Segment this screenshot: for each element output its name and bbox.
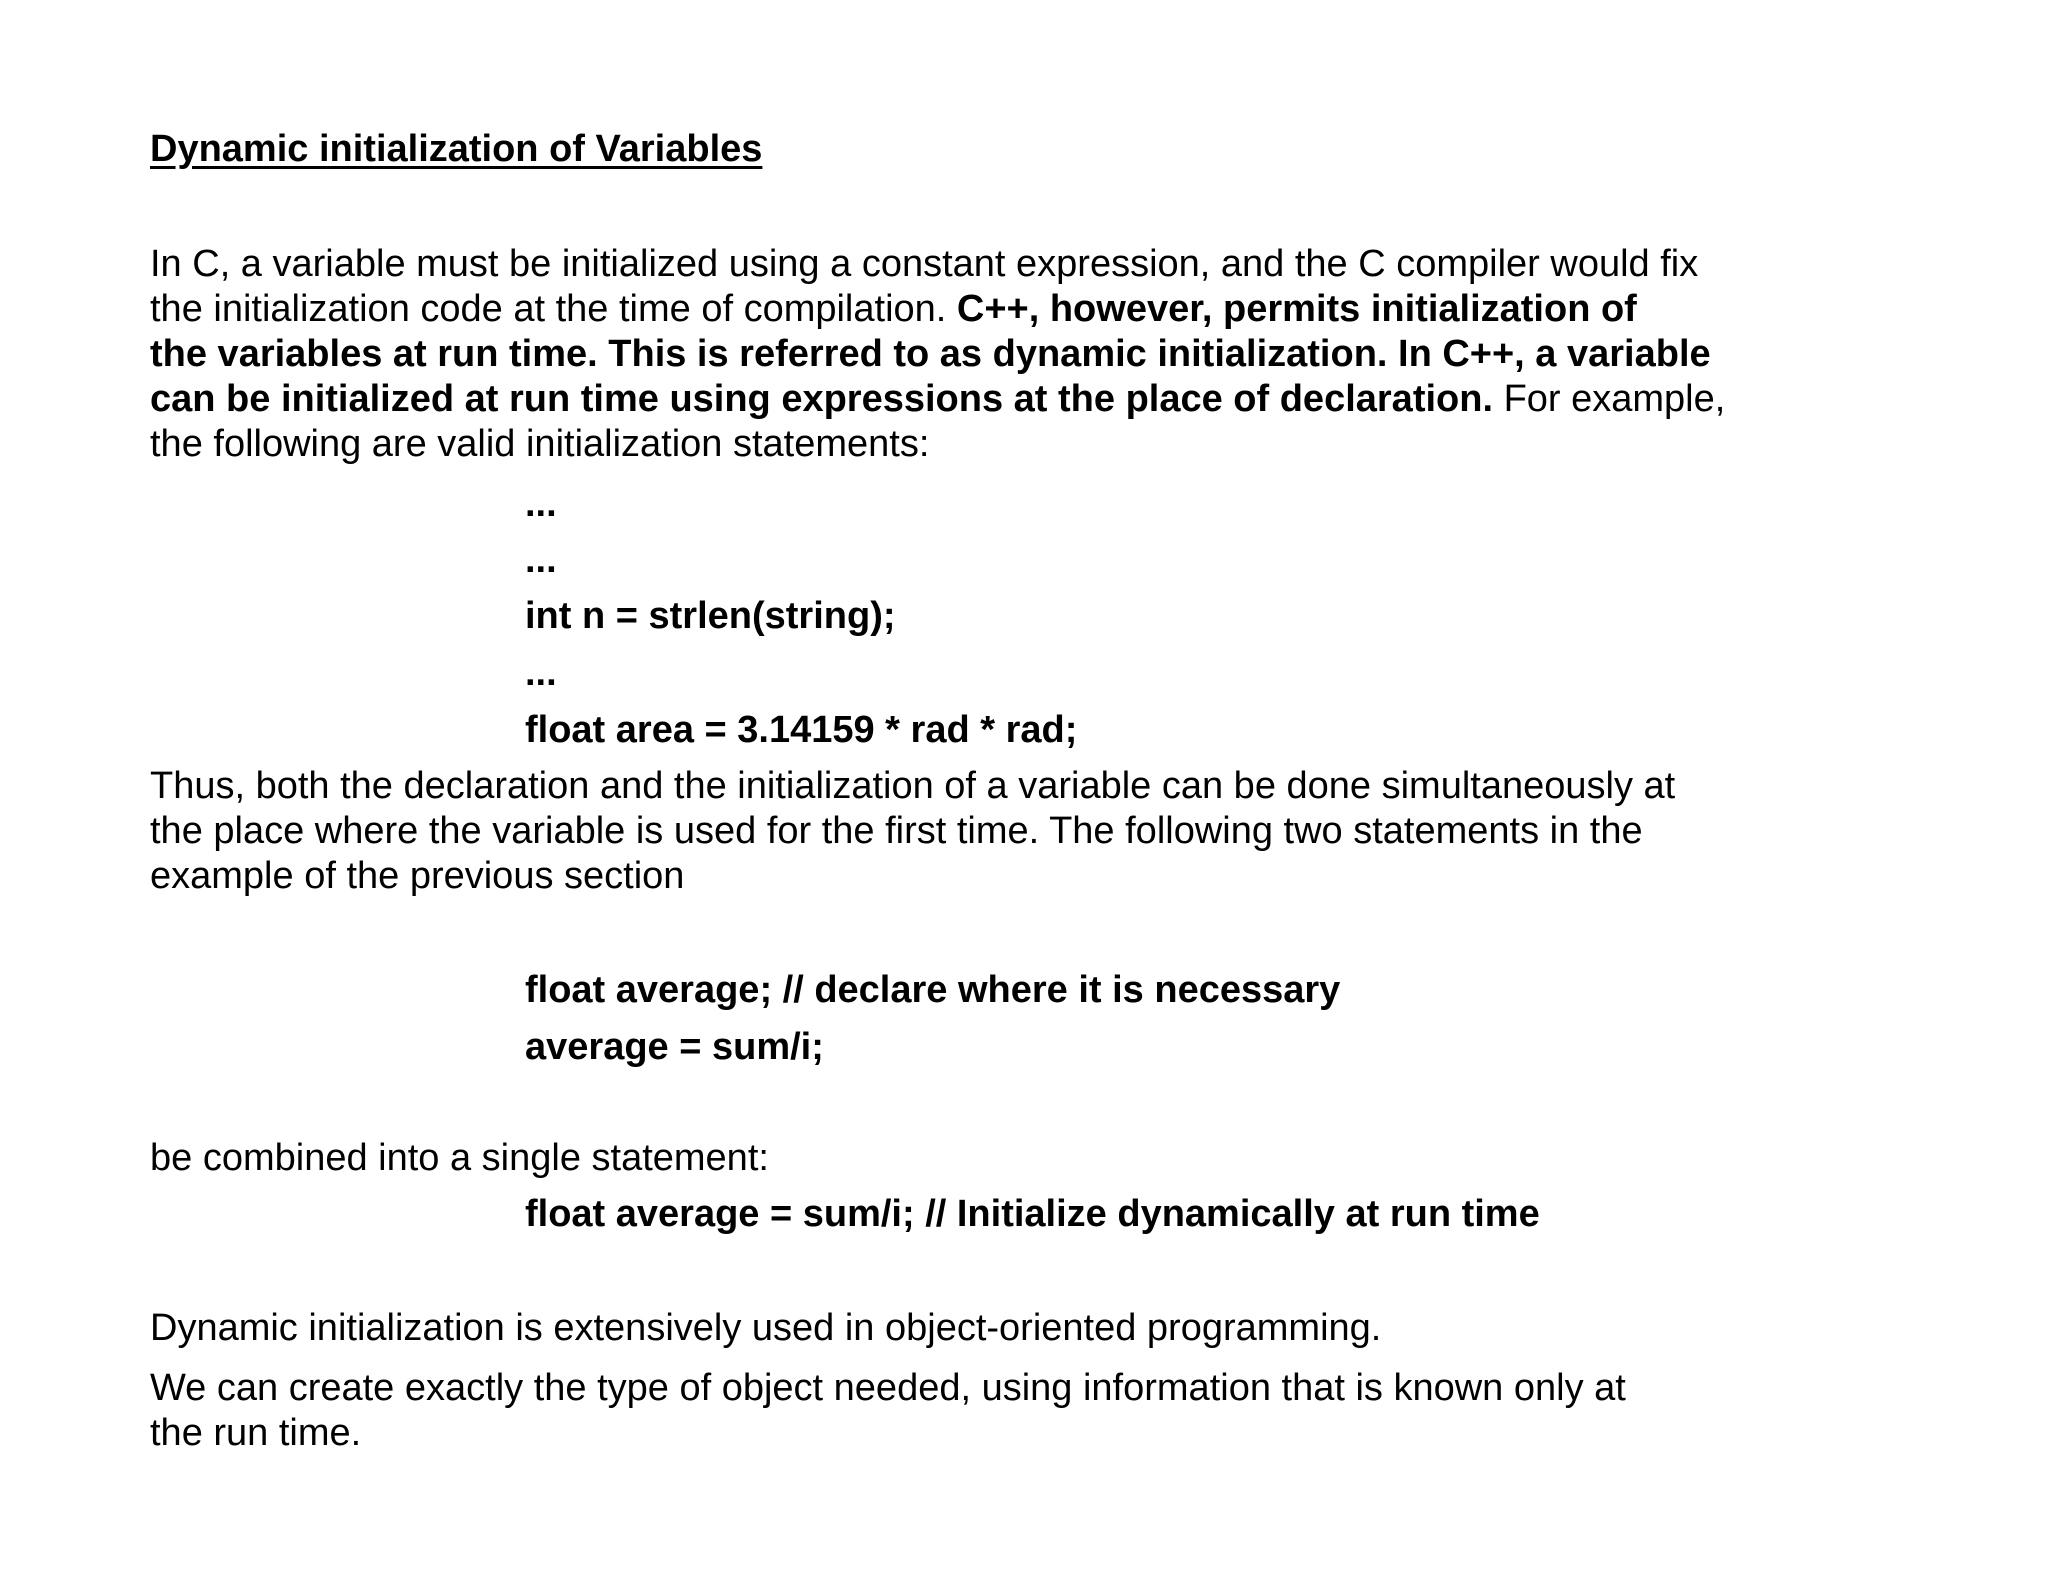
intro-line-3: the variables at run time. This is referred to as dynamic initialization. In C++, a variable (150, 333, 1711, 375)
intro-line-4-plain: For example, (1493, 378, 1726, 420)
intro-line-2 (150, 287, 1725, 332)
combined-text: be combined into a single statement: (150, 1137, 769, 1179)
code-dots-3: ... (525, 652, 557, 694)
page-title: Dynamic initialization of Variables (150, 128, 763, 170)
code2-line-1: float average; // declare where it is necessary (525, 969, 1341, 1011)
thus-paragraph (150, 764, 1675, 899)
intro-line-2-plain: the initialization code at the time of compilation. (150, 288, 957, 330)
closing-line-2: We can create exactly the type of object needed, using information that is known only at (150, 1367, 1626, 1409)
code-line-float: float area = 3.14159 * rad * rad; (525, 709, 1078, 751)
intro-line-1: In C, a variable must be initialized using a constant expression, and the C compiler would fix (150, 243, 1699, 285)
intro-line-5: the following are valid initialization statements: (150, 423, 930, 465)
intro-line-2-bold: C++, however, permits initialization of (956, 288, 1637, 330)
thus-line-2: the place where the variable is used for the first time. The following two statements in the (150, 810, 1643, 852)
closing-line-1: Dynamic initialization is extensively used in object-oriented programming. (150, 1307, 1382, 1349)
code2-line-2: average = sum/i; (525, 1026, 824, 1068)
thus-line-3: example of the previous section (150, 855, 685, 897)
intro-line-4 (150, 377, 1725, 422)
intro-paragraph (150, 242, 1725, 467)
closing-paragraph (150, 1366, 1626, 1456)
code3-line: float average = sum/i; // Initialize dynamically at run time (525, 1193, 1540, 1235)
intro-line-4-bold: can be initialized at run time using expressions at the place of declaration. (150, 378, 1494, 420)
thus-line-1: Thus, both the declaration and the initialization of a variable can be done simultaneously at (150, 765, 1676, 807)
code-dots-2: ... (525, 539, 557, 581)
closing-line-3: the run time. (150, 1412, 362, 1454)
code-line-int: int n = strlen(string); (525, 595, 896, 637)
code-dots-1: ... (525, 483, 557, 525)
